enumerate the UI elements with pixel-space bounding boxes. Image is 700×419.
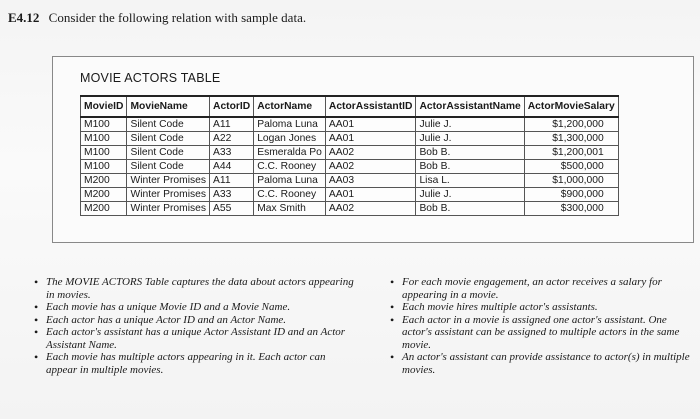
notes-left (34, 276, 354, 376)
exercise-prompt: Consider the following relation with sample data. (48, 10, 307, 25)
cell-movie-name: Winter Promises (127, 202, 210, 216)
cell-actor-id: A11 (210, 117, 254, 132)
cell-actor-id: A33 (210, 188, 254, 202)
table-row (81, 117, 619, 132)
cell-actor-id: A22 (210, 132, 254, 146)
cell-salary: $1,300,000 (524, 132, 618, 146)
table-row (81, 202, 619, 216)
cell-movie-name: Winter Promises (127, 174, 210, 188)
column-header: MovieID (81, 96, 127, 117)
cell-assistant-id: AA01 (325, 132, 416, 146)
column-header: ActorMovieSalary (524, 96, 618, 117)
cell-assistant-name: Bob B. (416, 160, 524, 174)
cell-assistant-name: Julie J. (416, 117, 524, 132)
cell-actor-id: A44 (210, 160, 254, 174)
cell-movie-id: M200 (81, 202, 127, 216)
cell-movie-id: M200 (81, 174, 127, 188)
list-item: • For each movie engagement, an actor receives a salary for appearing in a movie. (390, 276, 690, 301)
cell-assistant-name: Julie J. (416, 188, 524, 202)
cell-movie-id: M100 (81, 117, 127, 132)
cell-assistant-name: Bob B. (416, 146, 524, 160)
cell-movie-id: M200 (81, 188, 127, 202)
cell-salary: $500,000 (524, 160, 618, 174)
list-item: • Each movie has a unique Movie ID and a Movie Name. (34, 301, 354, 314)
cell-movie-name: Silent Code (127, 132, 210, 146)
table-row (81, 146, 619, 160)
table-row (81, 132, 619, 146)
cell-assistant-id: AA02 (325, 202, 416, 216)
cell-assistant-name: Bob B. (416, 202, 524, 216)
exercise-number: E4.12 (8, 10, 40, 25)
list-item: • Each movie has multiple actors appearing in it. Each actor can appear in multiple movies. (34, 351, 354, 376)
cell-actor-id: A33 (210, 146, 254, 160)
movie-actors-table (80, 95, 619, 216)
cell-movie-name: Silent Code (127, 160, 210, 174)
column-header: MovieName (127, 96, 210, 117)
cell-salary: $1,000,000 (524, 174, 618, 188)
cell-movie-id: M100 (81, 146, 127, 160)
cell-actor-id: A11 (210, 174, 254, 188)
cell-salary: $900,000 (524, 188, 618, 202)
cell-actor-name: Logan Jones (254, 132, 326, 146)
exercise-header (8, 10, 306, 26)
cell-movie-name: Silent Code (127, 146, 210, 160)
cell-assistant-name: Julie J. (416, 132, 524, 146)
cell-assistant-id: AA01 (325, 188, 416, 202)
cell-assistant-id: AA02 (325, 146, 416, 160)
cell-movie-name: Winter Promises (127, 188, 210, 202)
cell-actor-name: C.C. Rooney (254, 188, 326, 202)
cell-assistant-name: Lisa L. (416, 174, 524, 188)
cell-salary: $1,200,001 (524, 146, 618, 160)
list-item: • Each movie hires multiple actor's assistants. (390, 301, 690, 314)
cell-movie-name: Silent Code (127, 117, 210, 132)
cell-assistant-id: AA01 (325, 117, 416, 132)
list-item: • Each actor has a unique Actor ID and an Actor Name. (34, 314, 354, 327)
column-header: ActorName (254, 96, 326, 117)
cell-actor-name: Esmeralda Po (254, 146, 326, 160)
cell-salary: $1,200,000 (524, 117, 618, 132)
cell-actor-name: Max Smith (254, 202, 326, 216)
cell-movie-id: M100 (81, 132, 127, 146)
cell-actor-name: Paloma Luna (254, 117, 326, 132)
cell-salary: $300,000 (524, 202, 618, 216)
list-item: • The MOVIE ACTORS Table captures the data about actors appearing in movies. (34, 276, 354, 301)
cell-actor-name: C.C. Rooney (254, 160, 326, 174)
notes-right (390, 276, 690, 376)
table-row (81, 188, 619, 202)
list-item: • Each actor in a movie is assigned one actor's assistant. One actor's assistant can be assigned to multiple actors in the same movie. (390, 314, 690, 352)
cell-movie-id: M100 (81, 160, 127, 174)
column-header: ActorAssistantName (416, 96, 524, 117)
list-item: • Each actor's assistant has a unique Actor Assistant ID and an Actor Assistant Name. (34, 326, 354, 351)
list-item: • An actor's assistant can provide assistance to actor(s) in multiple movies. (390, 351, 690, 376)
cell-actor-name: Paloma Luna (254, 174, 326, 188)
table-title: MOVIE ACTORS TABLE (80, 71, 221, 85)
cell-actor-id: A55 (210, 202, 254, 216)
column-header: ActorAssistantID (325, 96, 416, 117)
cell-assistant-id: AA03 (325, 174, 416, 188)
table-row (81, 174, 619, 188)
table-row (81, 160, 619, 174)
table-header-row (81, 96, 619, 117)
cell-assistant-id: AA02 (325, 160, 416, 174)
column-header: ActorID (210, 96, 254, 117)
